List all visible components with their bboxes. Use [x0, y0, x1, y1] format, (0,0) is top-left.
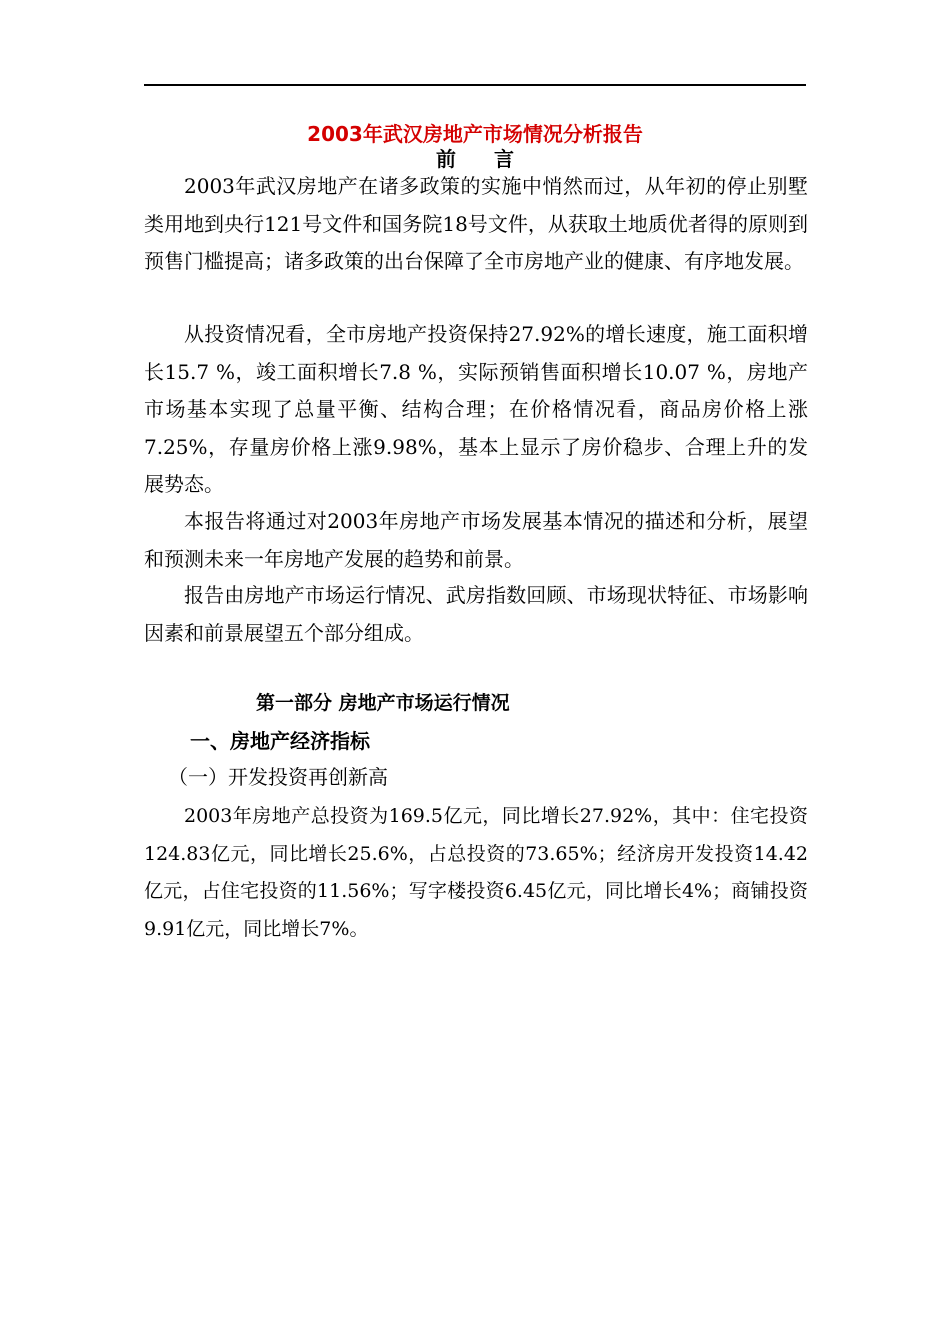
preface-paragraph-2: 从投资情况看，全市房地产投资保持27.92%的增长速度，施工面积增长15.7 %，竣工面积增长7.8 %，实际预销售面积增长10.07 %，房地产市场基本实现了总量平衡、结构合理；在价格情况看，商品房价格上涨7.25%，存量房价格上涨9.98%，基本上显示了房价稳步、合理上升的发展势态。	[144, 322, 808, 496]
preface-paragraph-1: 2003年武汉房地产在诸多政策的实施中悄然而过，从年初的停止别墅类用地到央行121号文件和国务院18号文件，从获取土地质优者得的原则到预售门槛提高；诸多政策的出台保障了全市房地产业的健康、有序地发展。	[144, 174, 808, 273]
header-rule	[144, 84, 806, 86]
subsection-one-title: （一）开发投资再创新高	[168, 765, 388, 789]
section-one-title: 一、房地产经济指标	[190, 729, 370, 753]
document-title: 2003年武汉房地产市场情况分析报告	[307, 122, 643, 146]
part-one-title: 第一部分 房地产市场运行情况	[256, 692, 510, 714]
investment-paragraph: 2003年房地产总投资为169.5亿元，同比增长27.92%，其中：住宅投资124.83亿元，同比增长25.6%，占总投资的73.65%；经济房开发投资14.42亿元，占住宅投资的11.56%；写字楼投资6.45亿元，同比增长4%；商铺投资9.91亿元，同比增长7%。	[144, 805, 808, 940]
preface-paragraph-3: 本报告将通过对2003年房地产市场发展基本情况的描述和分析，展望和预测未来一年房地产发展的趋势和前景。	[144, 509, 808, 571]
preface-paragraph-4: 报告由房地产市场运行情况、武房指数回顾、市场现状特征、市场影响因素和前景展望五个部分组成。	[144, 583, 808, 645]
preface-heading: 前言	[436, 147, 552, 171]
